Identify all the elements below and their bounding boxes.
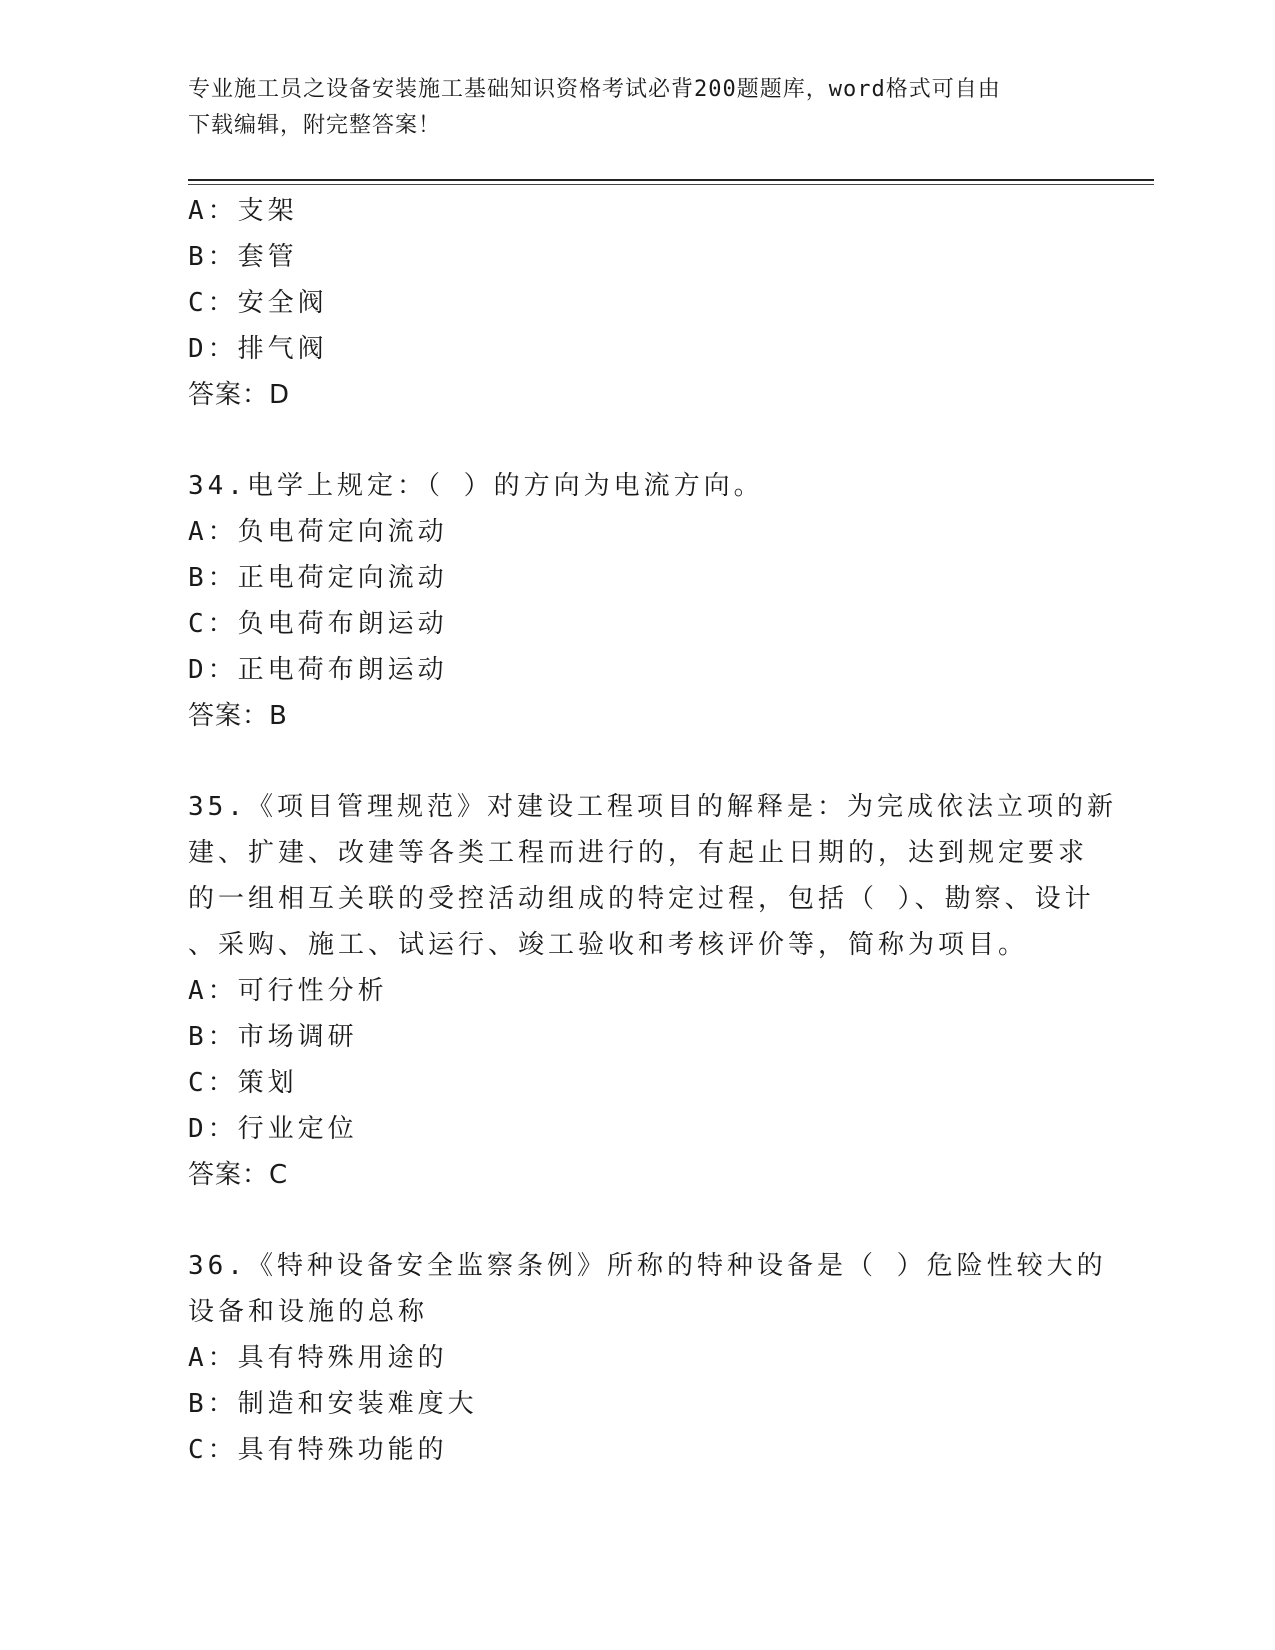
- header-line-1: 专业施工员之设备安装施工基础知识资格考试必背200题题库，word格式可自由: [188, 77, 1001, 102]
- question-block-36: [188, 1243, 1107, 1473]
- option-a: A：支架: [188, 196, 298, 226]
- option-c: C：安全阀: [188, 288, 328, 318]
- option-d: D：行业定位: [188, 1114, 358, 1144]
- option-b: B：正电荷定向流动: [188, 563, 448, 593]
- question-content: [188, 188, 1117, 1473]
- spacer: [188, 418, 1088, 463]
- question-text-line-4: 、采购、施工、试运行、竣工验收和考核评价等，简称为项目。: [188, 930, 1029, 960]
- question-text-line-3: 的一组相互关联的受控活动组成的特定过程，包括（ ）、勘察、设计: [188, 884, 1095, 914]
- question-text: 34.电学上规定：（ ）的方向为电流方向。: [188, 471, 764, 501]
- question-text-line-2: 设备和设施的总称: [188, 1297, 429, 1327]
- question-block-34: [188, 463, 1088, 739]
- option-d: D：排气阀: [188, 334, 328, 364]
- spacer: [188, 1198, 1088, 1243]
- answer-line: 答案：C: [188, 1160, 289, 1190]
- option-c: C：策划: [188, 1068, 298, 1098]
- header-divider-thick: [188, 179, 1154, 181]
- header-line-2: 下载编辑，附完整答案！: [188, 113, 442, 138]
- answer-line: 答案：B: [188, 701, 288, 731]
- option-c: C：负电荷布朗运动: [188, 609, 448, 639]
- question-text-line-2: 建、扩建、改建等各类工程而进行的，有起止日期的，达到规定要求: [188, 838, 1089, 868]
- option-b: B：制造和安装难度大: [188, 1389, 478, 1419]
- question-text-line-1: 35.《项目管理规范》对建设工程项目的解释是：为完成依法立项的新: [188, 792, 1117, 822]
- answer-line: 答案：D: [188, 380, 291, 410]
- option-c: C：具有特殊功能的: [188, 1435, 448, 1465]
- option-b: B：市场调研: [188, 1022, 358, 1052]
- spacer: [188, 739, 1088, 784]
- option-d: D：正电荷布朗运动: [188, 655, 448, 685]
- option-a: A：可行性分析: [188, 976, 388, 1006]
- header-divider-thin: [188, 184, 1154, 185]
- question-block-33: [188, 188, 1088, 418]
- question-block-35: [188, 784, 1117, 1198]
- option-a: A：负电荷定向流动: [188, 517, 448, 547]
- option-a: A：具有特殊用途的: [188, 1343, 448, 1373]
- question-text-line-1: 36.《特种设备安全监察条例》所称的特种设备是（ ）危险性较大的: [188, 1251, 1107, 1281]
- option-b: B：套管: [188, 242, 298, 272]
- document-header: [188, 72, 1088, 144]
